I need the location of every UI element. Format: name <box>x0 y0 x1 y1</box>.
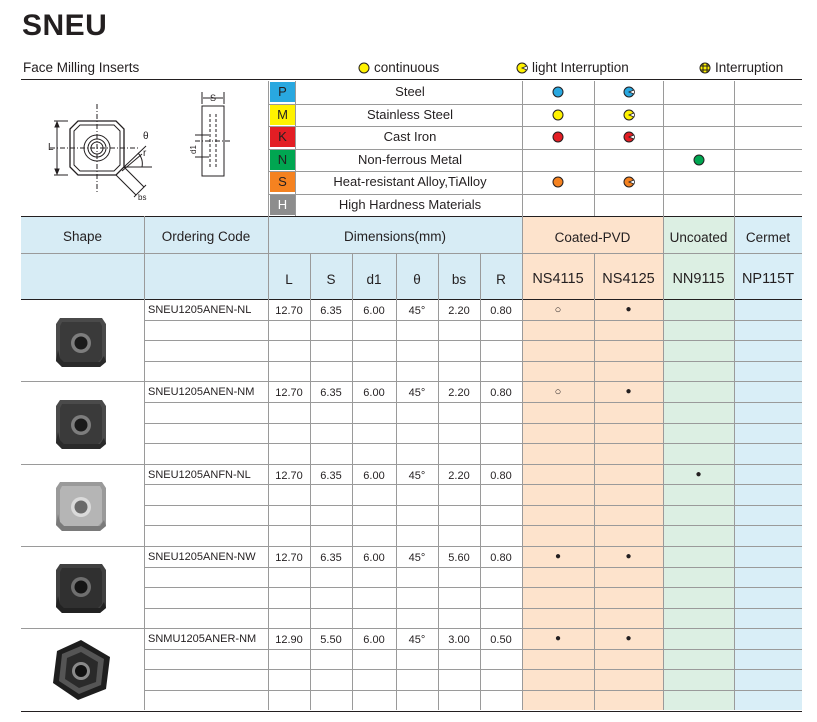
column-divider <box>310 253 311 710</box>
ordering-code: SNEU1205ANEN-NW <box>148 550 256 563</box>
grade-availability-mark: ● <box>554 633 562 645</box>
light-interruption-icon <box>623 86 635 98</box>
column-divider <box>480 253 481 710</box>
interruption-icon <box>699 62 711 74</box>
section-subtitle: Face Milling Inserts <box>23 60 140 75</box>
grade-availability-mark: ○ <box>554 304 562 316</box>
column-divider <box>663 216 664 710</box>
header-shape: Shape <box>62 229 103 244</box>
diagram-label-d1: d1 <box>189 145 198 154</box>
dimension-value: 6.00 <box>363 551 385 564</box>
dimension-value: 0.50 <box>490 634 512 647</box>
material-name: Cast Iron <box>383 129 437 144</box>
sub-row-divider <box>144 340 802 341</box>
column-divider <box>268 216 269 710</box>
dimension-value: 45° <box>408 469 426 482</box>
header-ordering-code: Ordering Code <box>161 229 251 244</box>
dimension-value: 45° <box>408 305 426 317</box>
column-divider <box>352 253 353 710</box>
header-uncoated: Uncoated <box>669 230 728 245</box>
dimension-value: 0.80 <box>490 551 512 564</box>
header-coated-pvd: Coated-PVD <box>554 230 631 245</box>
dim-header: d1 <box>366 272 382 287</box>
legend-interruption <box>699 60 783 75</box>
material-code-n: N <box>270 150 295 170</box>
sub-row-divider <box>144 608 802 609</box>
grade-availability-mark: ● <box>625 386 632 398</box>
insert-image-fn <box>50 474 112 536</box>
material-col-divider <box>522 81 523 216</box>
page-title: SNEU <box>22 9 108 42</box>
material-name: Heat-resistant Alloy,TiAlloy <box>333 174 487 189</box>
column-divider <box>594 253 595 710</box>
material-name: High Hardness Materials <box>338 196 482 212</box>
dim-header: L <box>285 272 293 287</box>
legend-label: light Interruption <box>532 60 629 75</box>
grade-availability-mark: ● <box>625 304 632 315</box>
light-interruption-icon <box>623 131 635 143</box>
dimension-value: 6.00 <box>363 387 385 400</box>
grade-header: NP115T <box>741 271 795 287</box>
grade-header: NS4125 <box>602 271 655 287</box>
insert-image-snmu <box>48 637 114 703</box>
row-block-divider <box>21 711 802 712</box>
dim-header: θ <box>413 272 421 287</box>
row-block-divider <box>21 381 802 382</box>
grade-availability-mark: ● <box>625 550 632 562</box>
dimension-value: 2.20 <box>448 387 470 400</box>
sub-row-divider <box>144 690 802 691</box>
dimension-value: 0.80 <box>490 387 512 400</box>
dimension-value: 12.70 <box>275 305 303 317</box>
header-cermet: Cermet <box>745 230 791 245</box>
dimension-value: 2.20 <box>448 305 470 317</box>
column-divider <box>438 253 439 710</box>
legend-label: Interruption <box>715 60 784 75</box>
ordering-code: SNEU1205ANEN-NL <box>148 304 252 316</box>
dimension-value: 6.35 <box>320 551 342 564</box>
top-rule <box>21 79 802 80</box>
dimension-value: 3.00 <box>448 634 470 647</box>
material-col-divider <box>663 81 664 216</box>
dimension-value: 6.00 <box>363 634 385 647</box>
grade-availability-mark: ● <box>695 468 702 480</box>
light-interruption-icon <box>516 62 528 74</box>
column-divider <box>396 253 397 710</box>
insert-image-nl <box>50 310 112 372</box>
material-code-k: K <box>270 127 295 147</box>
sub-row-divider <box>144 484 802 485</box>
column-divider <box>144 216 145 710</box>
row-block-divider <box>21 464 802 465</box>
material-name: Stainless Steel <box>367 106 453 122</box>
diagram-label-bs: bs <box>138 193 147 202</box>
header-mid-rule <box>21 253 802 254</box>
dimension-value: 6.00 <box>363 305 385 317</box>
dim-header: S <box>326 272 336 287</box>
header-dimensions: Dimensions(mm) <box>343 229 446 244</box>
header-bottom-rule <box>21 299 802 300</box>
dimension-value: 5.50 <box>320 634 342 647</box>
material-code-m: M <box>270 105 295 125</box>
row-block-divider <box>21 628 802 629</box>
dimension-value: 6.35 <box>320 305 342 317</box>
continuous-circle-icon <box>693 154 705 166</box>
light-interruption-icon <box>623 109 635 121</box>
sub-row-divider <box>144 361 802 362</box>
material-name: Steel <box>395 84 425 99</box>
sub-row-divider <box>144 402 802 403</box>
material-col-divider <box>734 81 735 216</box>
sub-row-divider <box>144 505 802 506</box>
sub-row-divider <box>144 443 802 444</box>
insert-image-nm <box>50 392 112 454</box>
dimension-value: 2.20 <box>448 469 470 482</box>
dimension-value: 6.35 <box>320 387 342 400</box>
dimension-value: 12.70 <box>275 469 303 482</box>
insert-dimension-diagram <box>30 84 268 214</box>
dimension-value: 12.70 <box>275 551 303 564</box>
continuous-circle-icon <box>552 176 564 188</box>
column-divider <box>734 216 735 710</box>
dim-header: bs <box>451 272 467 287</box>
dimension-value: 12.90 <box>275 634 303 647</box>
ordering-code: SNEU1205ANFN-NL <box>148 468 251 481</box>
dimension-value: 45° <box>408 551 426 564</box>
dimension-value: 0.80 <box>490 305 512 317</box>
continuous-circle-icon <box>358 62 370 74</box>
grade-availability-mark: ● <box>625 633 632 645</box>
dimension-value: 0.80 <box>490 469 512 482</box>
sub-row-divider <box>144 567 802 568</box>
row-block-divider <box>21 546 802 547</box>
diagram-label-l: L <box>48 142 54 153</box>
dimension-value: 6.00 <box>363 469 385 482</box>
continuous-circle-icon <box>552 109 564 121</box>
material-col-divider <box>295 81 296 216</box>
sub-row-divider <box>144 649 802 650</box>
grade-header: NS4115 <box>532 271 584 287</box>
dimension-value: 45° <box>408 634 426 647</box>
dim-header: R <box>496 272 506 287</box>
column-divider <box>522 216 523 710</box>
grade-header: NN9115 <box>672 271 725 287</box>
diagram-label-theta: θ <box>143 131 149 142</box>
dimension-value: 6.35 <box>320 469 342 482</box>
grade-availability-mark: ○ <box>554 386 562 399</box>
insert-image-nw <box>50 556 112 618</box>
continuous-circle-icon <box>552 131 564 143</box>
material-code-p: P <box>270 82 295 102</box>
grade-availability-mark: ● <box>554 550 562 562</box>
ordering-code: SNMU1205ANER-NM <box>148 633 257 646</box>
sub-row-divider <box>144 320 802 321</box>
legend-label: continuous <box>374 60 440 75</box>
material-col-divider <box>268 81 269 216</box>
material-code-s: S <box>270 172 295 192</box>
diagram-label-s: S <box>210 93 217 103</box>
sub-row-divider <box>144 669 802 670</box>
ordering-code: SNEU1205ANEN-NM <box>148 386 255 399</box>
sub-row-divider <box>144 525 802 526</box>
dimension-value: 5.60 <box>448 551 470 564</box>
light-interruption-icon <box>623 176 635 188</box>
dimension-value: 12.70 <box>275 387 303 400</box>
sub-row-divider <box>144 423 802 424</box>
continuous-circle-icon <box>552 86 564 98</box>
sub-row-divider <box>144 587 802 588</box>
material-col-divider <box>594 81 595 216</box>
dimension-value: 45° <box>408 387 426 400</box>
material-code-h: H <box>270 195 295 215</box>
legend-light-interruption <box>516 60 629 75</box>
header-top-rule <box>21 216 802 217</box>
diagram-label-r: r <box>143 148 147 159</box>
legend-continuous <box>358 60 439 75</box>
material-name: Non-ferrous Metal <box>357 151 463 167</box>
